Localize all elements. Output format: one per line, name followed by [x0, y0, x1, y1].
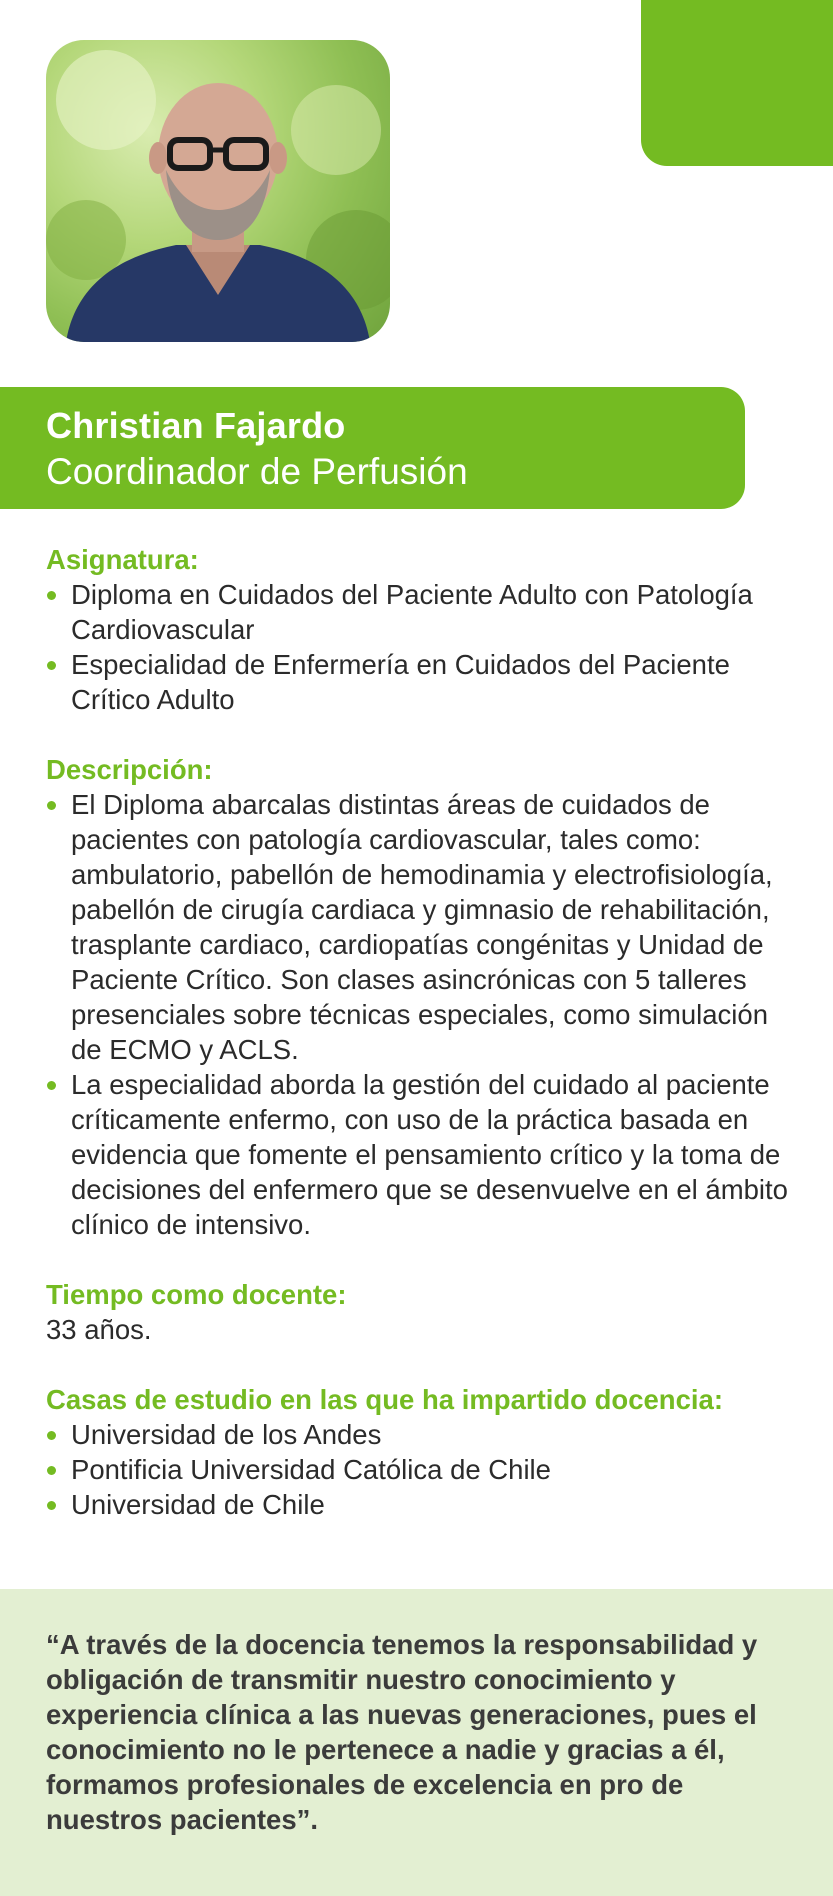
decorative-corner-block: [641, 0, 833, 166]
bullet-icon: [47, 801, 56, 810]
name-banner: [0, 387, 745, 509]
list-item: Especialidad de Enfermería en Cuidados del Paciente Crítico Adulto: [46, 647, 796, 717]
tiempo-heading: Tiempo como docente:: [46, 1279, 347, 1310]
bullet-icon: [47, 1081, 56, 1090]
list-item: El Diploma abarcalas distintas áreas de cuidados de pacientes con patología cardiovascular, tales como: ambulatorio, pabellón de hemodinamia y electrofisiología, pabellón de cirugía cardiaca y gimnasio de rehabilitación, trasplante cardiaco, cardiopatías congénitas y Unidad de Paciente Crítico. Son clases asincrónicas con 5 talleres presenciales sobre técnicas especiales, como simulación de ECMO y ACLS.: [46, 787, 796, 1067]
casas-section: [46, 1382, 796, 1522]
bullet-icon: [47, 1431, 56, 1440]
list-item: Pontificia Universidad Católica de Chile: [46, 1452, 796, 1487]
asignatura-heading: Asignatura:: [46, 544, 199, 575]
bullet-icon: [47, 661, 56, 670]
casas-list: [46, 1417, 796, 1522]
descripcion-list: [46, 787, 796, 1242]
quote-text: “A través de la docencia tenemos la responsabilidad y obligación de transmitir nuestro conocimiento y experiencia clínica a las nuevas generaciones, pues el conocimiento no le pertenece a nadie y gracias a él, formamos profesionales de excelencia en pro de nuestros pacientes”.: [46, 1629, 758, 1835]
asignatura-section: [46, 542, 796, 717]
descripcion-section: [46, 752, 796, 1242]
tiempo-section: [46, 1277, 796, 1347]
bullet-icon: [47, 591, 56, 600]
bullet-icon: [47, 1466, 56, 1475]
casas-heading: Casas de estudio en las que ha impartido docencia:: [46, 1384, 723, 1415]
quote-band: [0, 1589, 833, 1896]
asignatura-list: [46, 577, 796, 717]
profile-content: [46, 542, 796, 1557]
list-item: Universidad de los Andes: [46, 1417, 796, 1452]
profile-photo: [46, 40, 390, 342]
profile-name: Christian Fajardo: [46, 405, 346, 446]
list-item: Diploma en Cuidados del Paciente Adulto con Patología Cardiovascular: [46, 577, 796, 647]
list-item: La especialidad aborda la gestión del cuidado al paciente críticamente enfermo, con uso de la práctica basada en evidencia que fomente el pensamiento crítico y la toma de decisiones del enfermero que se desenvuelve en el ámbito clínico de intensivo.: [46, 1067, 796, 1242]
bullet-icon: [47, 1501, 56, 1510]
tiempo-value: 33 años.: [46, 1314, 152, 1345]
list-item: Universidad de Chile: [46, 1487, 796, 1522]
descripcion-heading: Descripción:: [46, 754, 213, 785]
profile-role: Coordinador de Perfusión: [46, 451, 468, 492]
